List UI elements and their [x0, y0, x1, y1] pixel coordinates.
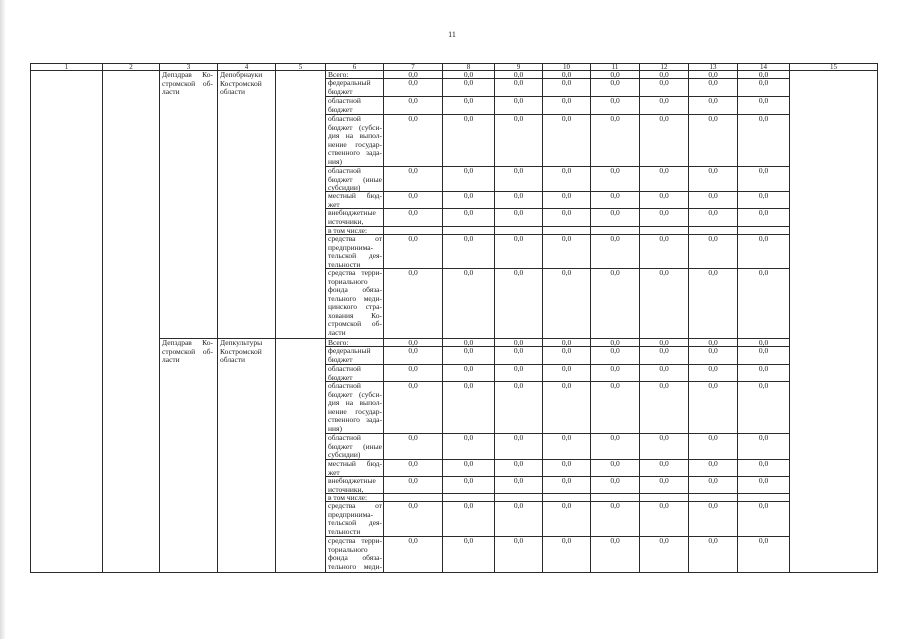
- funding-value-cell: 0,0: [689, 115, 738, 167]
- funding-value-cell: 0,0: [543, 339, 591, 347]
- funding-source-cell: [326, 269, 384, 339]
- funding-value-cell: 0,0: [543, 502, 591, 537]
- funding-value-cell: 0,0: [738, 71, 790, 79]
- funding-value-cell: 0,0: [689, 460, 738, 477]
- funding-value-cell: 0,0: [443, 115, 495, 167]
- funding-value-cell: 0,0: [689, 502, 738, 537]
- column-number-header-12: 12: [640, 64, 689, 71]
- co-executor-line: Костромской: [220, 346, 262, 356]
- funding-value-cell: 0,0: [443, 97, 495, 115]
- funding-source-line: бюджет: [328, 86, 353, 96]
- funding-value-cell: 0,0: [384, 502, 443, 537]
- funding-source-line: бюджет: [328, 354, 353, 364]
- funding-value-cell: 0,0: [738, 502, 790, 537]
- funding-value-cell: 0,0: [738, 347, 790, 365]
- funding-source-line: бюджет (субси-: [328, 389, 382, 399]
- funding-source-line: Всего:: [328, 338, 349, 347]
- funding-source-cell: [326, 79, 384, 97]
- funding-value-cell: 0,0: [543, 97, 591, 115]
- funding-value-cell: 0,0: [640, 71, 689, 79]
- funding-value-cell: 0,0: [640, 192, 689, 209]
- co-executor-line: Костромской: [220, 78, 262, 88]
- funding-value-cell: 0,0: [640, 382, 689, 434]
- funding-value-cell: 0,0: [443, 477, 495, 494]
- column-15-cell: [790, 71, 878, 573]
- funding-value-cell: 0,0: [591, 115, 640, 167]
- funding-value-cell: 0,0: [591, 339, 640, 347]
- funding-value-cell: 0,0: [443, 365, 495, 382]
- funding-value-cell: 0,0: [495, 434, 543, 460]
- funding-value-cell: 0,0: [543, 434, 591, 460]
- funding-source-line: тельской дея-: [328, 251, 382, 260]
- column-number-header-6: 6: [326, 64, 384, 71]
- funding-source-line: средства терри-: [328, 268, 382, 277]
- funding-value-cell: 0,0: [443, 235, 495, 269]
- funding-value-cell: 0,0: [591, 434, 640, 460]
- funding-value-cell: 0,0: [384, 477, 443, 494]
- funding-value-cell: 0,0: [591, 537, 640, 573]
- funding-value-cell: 0,0: [384, 71, 443, 79]
- co-executor-line: области: [220, 355, 246, 364]
- funding-value-cell: 0,0: [543, 209, 591, 227]
- responsible-executor-line: стромской об-: [162, 78, 213, 88]
- funding-source-line: средства от: [328, 501, 382, 510]
- funding-source-line: бюджет (субси-: [328, 122, 382, 132]
- funding-value-cell: 0,0: [495, 115, 543, 167]
- funding-source-line: внебюджетные: [328, 208, 376, 217]
- column-number-header-5: 5: [276, 64, 326, 71]
- funding-value-cell: 0,0: [738, 365, 790, 382]
- funding-value-cell: 0,0: [543, 382, 591, 434]
- funding-source-line: ственного зада-: [328, 148, 382, 157]
- funding-value-cell: 0,0: [495, 477, 543, 494]
- scan-edge-shadow: [0, 0, 6, 639]
- funding-value-cell: 0,0: [640, 339, 689, 347]
- funding-value-cell: 0,0: [640, 537, 689, 573]
- funding-source-line: федеральный: [328, 78, 371, 87]
- funding-value-cell: 0,0: [689, 269, 738, 339]
- funding-source-line: субсидии): [328, 450, 361, 459]
- funding-value-cell: 0,0: [384, 382, 443, 434]
- funding-value-cell: 0,0: [384, 79, 443, 97]
- funding-value-cell: 0,0: [689, 339, 738, 347]
- funding-value-cell: 0,0: [640, 167, 689, 192]
- funding-value-cell: 0,0: [443, 347, 495, 365]
- funding-value-cell: 0,0: [384, 192, 443, 209]
- funding-value-cell: 0,0: [591, 460, 640, 477]
- funding-value-cell: 0,0: [689, 434, 738, 460]
- column-number-header-15: 15: [790, 64, 878, 71]
- funding-value-cell: 0,0: [384, 347, 443, 365]
- funding-source-line: фонда обяза-: [328, 553, 382, 562]
- funding-source-line: в том числе:: [328, 493, 368, 502]
- funding-source-line: цинского стра-: [328, 302, 382, 311]
- funding-value-cell: 0,0: [738, 115, 790, 167]
- funding-value-cell: 0,0: [738, 79, 790, 97]
- funding-value-cell: 0,0: [443, 339, 495, 347]
- column-number-header-10: 10: [543, 64, 591, 71]
- funding-value-cell: 0,0: [640, 434, 689, 460]
- funding-value-cell: 0,0: [591, 269, 640, 339]
- funding-value-cell: 0,0: [591, 365, 640, 382]
- funding-value-cell: 0,0: [591, 97, 640, 115]
- column-number-header-11: 11: [591, 64, 640, 71]
- column-5-cell: [276, 339, 326, 573]
- funding-value-cell: 0,0: [495, 537, 543, 573]
- funding-value-cell: 0,0: [543, 347, 591, 365]
- column-1-cell: [31, 71, 103, 573]
- funding-source-line: хования Ко-: [328, 310, 382, 320]
- funding-source-line: предпринима-: [328, 242, 374, 252]
- column-number-header-9: 9: [495, 64, 543, 71]
- funding-value-cell: 0,0: [443, 434, 495, 460]
- funding-value-cell: 0,0: [384, 209, 443, 227]
- funding-value-cell: 0,0: [543, 365, 591, 382]
- funding-value-cell: 0,0: [738, 460, 790, 477]
- funding-source-cell: [326, 115, 384, 167]
- funding-value-cell: 0,0: [640, 460, 689, 477]
- funding-value-cell: 0,0: [384, 269, 443, 339]
- funding-value-cell: 0,0: [543, 269, 591, 339]
- funding-value-cell: 0,0: [640, 97, 689, 115]
- co-executor-line: Депкультуры: [220, 338, 263, 347]
- funding-source-line: областной: [328, 96, 361, 105]
- funding-value-cell: 0,0: [495, 339, 543, 347]
- funding-source-cell: [326, 235, 384, 269]
- funding-source-cell: [326, 347, 384, 365]
- funding-value-cell: 0,0: [689, 365, 738, 382]
- column-number-header-14: 14: [738, 64, 790, 71]
- funding-value-cell: 0,0: [443, 460, 495, 477]
- funding-value-cell: 0,0: [591, 382, 640, 434]
- funding-value-cell: 0,0: [495, 235, 543, 269]
- funding-value-cell: 0,0: [443, 167, 495, 192]
- funding-value-cell: 0,0: [495, 382, 543, 434]
- funding-value-cell: 0,0: [543, 537, 591, 573]
- funding-source-line: дия на выпол-: [328, 131, 382, 140]
- funding-value-cell: 0,0: [543, 79, 591, 97]
- funding-source-line: предпринима-: [328, 509, 374, 519]
- funding-source-line: бюджет (иные: [328, 174, 382, 184]
- funding-value-cell: 0,0: [443, 209, 495, 227]
- column-number-header-3: 3: [160, 64, 218, 71]
- funding-source-cell: [326, 192, 384, 209]
- funding-value-cell: 0,0: [640, 115, 689, 167]
- funding-source-line: источники,: [328, 216, 364, 226]
- funding-value-cell: 0,0: [591, 79, 640, 97]
- funding-value-cell: 0,0: [495, 97, 543, 115]
- funding-value-cell: 0,0: [689, 235, 738, 269]
- funding-value-cell: 0,0: [443, 502, 495, 537]
- funding-source-cell: [326, 537, 384, 573]
- funding-source-line: источники,: [328, 484, 364, 494]
- funding-source-line: областной: [328, 166, 361, 175]
- funding-source-line: стромской об-: [328, 319, 382, 328]
- funding-value-cell: 0,0: [738, 192, 790, 209]
- funding-value-cell: 0,0: [689, 71, 738, 79]
- funding-source-line: областной: [328, 114, 361, 123]
- funding-value-cell: 0,0: [384, 460, 443, 477]
- co-executor-line: области: [220, 87, 246, 96]
- funding-table: [30, 63, 878, 573]
- funding-source-line: тельности: [328, 526, 361, 536]
- co-executor-line: Депобрнауки: [220, 70, 263, 79]
- funding-value-cell: 0,0: [738, 97, 790, 115]
- responsible-executor-line: Депздрав Ко-: [162, 70, 213, 79]
- funding-value-cell: 0,0: [443, 79, 495, 97]
- funding-value-cell: 0,0: [689, 79, 738, 97]
- funding-source-line: фонда обяза-: [328, 285, 382, 294]
- funding-source-line: федеральный: [328, 346, 371, 355]
- funding-value-cell: 0,0: [543, 115, 591, 167]
- funding-value-cell: 0,0: [443, 382, 495, 434]
- funding-value-cell: 0,0: [640, 365, 689, 382]
- funding-value-cell: 0,0: [738, 339, 790, 347]
- funding-value-cell: 0,0: [495, 460, 543, 477]
- funding-value-cell: 0,0: [689, 537, 738, 573]
- funding-value-cell: 0,0: [384, 97, 443, 115]
- funding-source-line: нение государ-: [328, 406, 382, 416]
- funding-value-cell: 0,0: [443, 537, 495, 573]
- funding-source-cell: [326, 477, 384, 494]
- responsible-executor-line: Депздрав Ко-: [162, 338, 213, 347]
- responsible-executor-line: ласти: [162, 87, 180, 96]
- funding-value-cell: 0,0: [640, 269, 689, 339]
- funding-source-line: в том числе:: [328, 226, 368, 235]
- funding-value-cell: 0,0: [738, 235, 790, 269]
- funding-value-cell: 0,0: [640, 209, 689, 227]
- funding-source-line: бюджет: [328, 372, 353, 382]
- funding-value-cell: 0,0: [384, 235, 443, 269]
- column-2-cell: [103, 71, 160, 573]
- funding-source-cell: [326, 97, 384, 115]
- funding-value-cell: 0,0: [495, 79, 543, 97]
- funding-value-cell: 0,0: [543, 71, 591, 79]
- funding-value-cell: 0,0: [543, 460, 591, 477]
- funding-source-line: Всего:: [328, 70, 349, 79]
- funding-source-line: жет: [328, 199, 340, 209]
- funding-value-cell: 0,0: [591, 347, 640, 365]
- funding-value-cell: 0,0: [689, 347, 738, 365]
- responsible-executor-cell: [160, 339, 218, 573]
- funding-value-cell: 0,0: [543, 235, 591, 269]
- funding-value-cell: 0,0: [384, 434, 443, 460]
- funding-source-cell: [326, 502, 384, 537]
- funding-source-line: бюджет (иные: [328, 441, 382, 451]
- co-executor-cell: [218, 339, 276, 573]
- column-number-header-7: 7: [384, 64, 443, 71]
- funding-value-cell: 0,0: [443, 192, 495, 209]
- funding-source-line: ласти: [328, 327, 346, 337]
- funding-value-cell: 0,0: [591, 71, 640, 79]
- funding-value-cell: 0,0: [689, 192, 738, 209]
- column-number-header-13: 13: [689, 64, 738, 71]
- funding-value-cell: 0,0: [591, 167, 640, 192]
- funding-source-line: областной: [328, 433, 361, 442]
- funding-source-line: тельного меди-: [328, 293, 382, 303]
- funding-value-cell: 0,0: [591, 477, 640, 494]
- funding-value-cell: 0,0: [495, 502, 543, 537]
- funding-value-cell: 0,0: [443, 269, 495, 339]
- funding-source-line: ториального: [328, 276, 368, 286]
- funding-value-cell: 0,0: [640, 477, 689, 494]
- funding-value-cell: 0,0: [640, 502, 689, 537]
- funding-source-cell: [326, 365, 384, 382]
- funding-value-cell: 0,0: [591, 502, 640, 537]
- funding-source-line: областной: [328, 381, 361, 390]
- funding-value-cell: 0,0: [495, 192, 543, 209]
- funding-source-line: тельности: [328, 259, 361, 269]
- funding-value-cell: 0,0: [689, 477, 738, 494]
- funding-source-cell: [326, 382, 384, 434]
- funding-value-cell: 0,0: [738, 537, 790, 573]
- responsible-executor-line: ласти: [162, 355, 180, 364]
- funding-source-line: дия на выпол-: [328, 398, 382, 407]
- funding-value-cell: 0,0: [640, 235, 689, 269]
- funding-value-cell: 0,0: [738, 167, 790, 192]
- funding-value-cell: 0,0: [738, 269, 790, 339]
- funding-source-line: жет: [328, 467, 340, 477]
- funding-value-cell: 0,0: [738, 434, 790, 460]
- funding-value-cell: 0,0: [689, 167, 738, 192]
- funding-value-cell: 0,0: [738, 382, 790, 434]
- funding-value-cell: 0,0: [738, 477, 790, 494]
- column-number-header-4: 4: [218, 64, 276, 71]
- funding-value-cell: 0,0: [384, 365, 443, 382]
- funding-value-cell: 0,0: [495, 209, 543, 227]
- funding-value-cell: 0,0: [495, 365, 543, 382]
- funding-value-cell: 0,0: [543, 192, 591, 209]
- co-executor-cell: [218, 71, 276, 339]
- column-number-header-8: 8: [443, 64, 495, 71]
- funding-source-cell: [326, 167, 384, 192]
- funding-value-cell: 0,0: [384, 339, 443, 347]
- funding-source-line: внебюджетные: [328, 476, 376, 485]
- funding-source-line: ния): [328, 423, 342, 433]
- funding-value-cell: 0,0: [495, 71, 543, 79]
- funding-source-line: ториального: [328, 544, 368, 554]
- funding-value-cell: 0,0: [495, 347, 543, 365]
- funding-value-cell: 0,0: [384, 537, 443, 573]
- funding-source-line: тельного меди-: [328, 561, 382, 571]
- funding-source-cell: [326, 460, 384, 477]
- column-number-header-2: 2: [103, 64, 160, 71]
- funding-source-line: областной: [328, 364, 361, 373]
- responsible-executor-line: стромской об-: [162, 346, 213, 356]
- funding-source-line: субсидии): [328, 183, 361, 192]
- funding-value-cell: 0,0: [384, 167, 443, 192]
- funding-source-line: местный бюд-: [328, 191, 382, 200]
- funding-source-line: нение государ-: [328, 139, 382, 149]
- column-5-cell: [276, 71, 326, 339]
- funding-value-cell: 0,0: [640, 79, 689, 97]
- funding-value-cell: 0,0: [495, 167, 543, 192]
- funding-value-cell: 0,0: [495, 269, 543, 339]
- funding-value-cell: 0,0: [543, 477, 591, 494]
- funding-source-line: тельской дея-: [328, 518, 382, 527]
- funding-value-cell: 0,0: [689, 209, 738, 227]
- funding-value-cell: 0,0: [591, 235, 640, 269]
- funding-value-cell: 0,0: [591, 192, 640, 209]
- funding-value-cell: 0,0: [640, 347, 689, 365]
- funding-value-cell: 0,0: [384, 115, 443, 167]
- funding-source-line: местный бюд-: [328, 459, 382, 468]
- funding-source-line: бюджет: [328, 104, 353, 114]
- funding-source-line: средства терри-: [328, 536, 382, 545]
- funding-value-cell: 0,0: [689, 382, 738, 434]
- funding-value-cell: 0,0: [689, 97, 738, 115]
- funding-value-cell: 0,0: [738, 209, 790, 227]
- funding-source-line: ния): [328, 156, 342, 166]
- funding-value-cell: 0,0: [443, 71, 495, 79]
- funding-source-line: средства от: [328, 234, 382, 243]
- funding-source-cell: [326, 209, 384, 227]
- column-number-header-1: 1: [31, 64, 103, 71]
- funding-value-cell: 0,0: [543, 167, 591, 192]
- responsible-executor-cell: [160, 71, 218, 339]
- funding-source-line: ственного зада-: [328, 415, 382, 424]
- funding-source-cell: [326, 434, 384, 460]
- page-number: 11: [448, 30, 456, 39]
- funding-value-cell: 0,0: [591, 209, 640, 227]
